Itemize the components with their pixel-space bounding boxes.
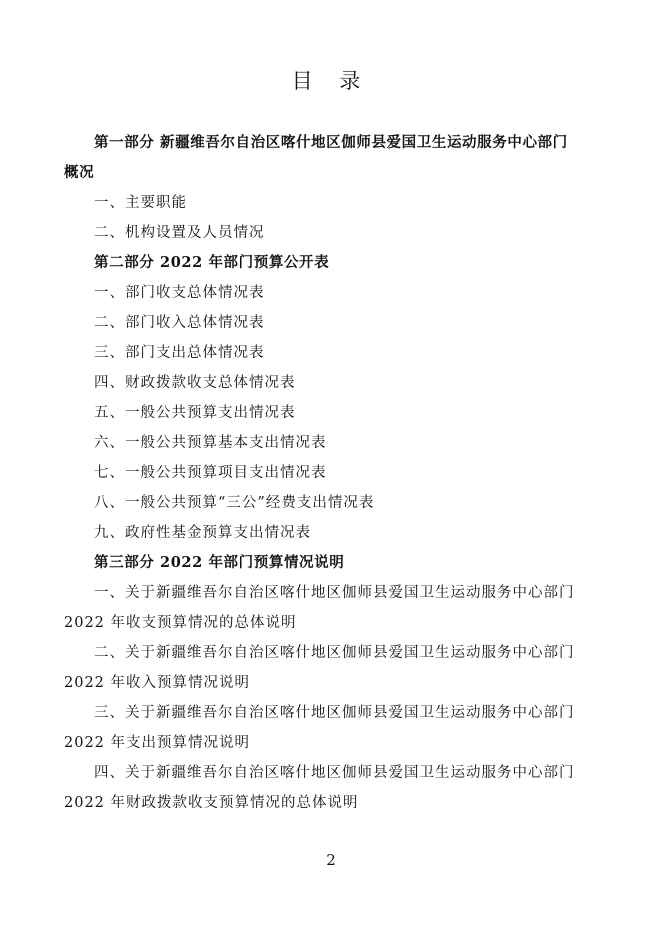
toc-item[interactable]: 三、关于新疆维吾尔自治区喀什地区伽师县爱国卫生运动服务中心部门 bbox=[94, 705, 575, 721]
toc-item[interactable]: 一、关于新疆维吾尔自治区喀什地区伽师县爱国卫生运动服务中心部门 bbox=[94, 585, 575, 601]
toc-item[interactable]: 二、关于新疆维吾尔自治区喀什地区伽师县爱国卫生运动服务中心部门 bbox=[94, 645, 575, 661]
page-title: 目 录 bbox=[291, 69, 371, 93]
table-of-contents bbox=[64, 128, 598, 818]
toc-item-continued[interactable]: 2022 年收入预算情况说明 bbox=[64, 675, 251, 691]
toc-item[interactable]: 一、主要职能 bbox=[94, 195, 187, 211]
toc-item[interactable]: 二、部门收入总体情况表 bbox=[94, 315, 265, 331]
toc-item[interactable]: 四、财政拨款收支总体情况表 bbox=[94, 375, 296, 391]
toc-item[interactable]: 七、一般公共预算项目支出情况表 bbox=[94, 465, 327, 481]
toc-item[interactable]: 一、部门收支总体情况表 bbox=[94, 285, 265, 301]
toc-part-1-heading-continued[interactable]: 概况 bbox=[64, 164, 95, 181]
toc-item-continued[interactable]: 2022 年收支预算情况的总体说明 bbox=[64, 615, 297, 631]
toc-item[interactable]: 四、关于新疆维吾尔自治区喀什地区伽师县爱国卫生运动服务中心部门 bbox=[94, 765, 575, 781]
toc-item-continued[interactable]: 2022 年财政拨款收支预算情况的总体说明 bbox=[64, 795, 359, 811]
toc-part-2-heading[interactable]: 第二部分 2022 年部门预算公开表 bbox=[94, 254, 330, 271]
toc-part-1-heading[interactable]: 第一部分 新疆维吾尔自治区喀什地区伽师县爱国卫生运动服务中心部门 bbox=[94, 134, 568, 151]
toc-part-3-heading[interactable]: 第三部分 2022 年部门预算情况说明 bbox=[94, 554, 345, 571]
toc-item[interactable]: 二、机构设置及人员情况 bbox=[94, 225, 265, 241]
toc-item[interactable]: 九、政府性基金预算支出情况表 bbox=[94, 525, 311, 541]
toc-item-continued[interactable]: 2022 年支出预算情况说明 bbox=[64, 735, 251, 751]
toc-item[interactable]: 六、一般公共预算基本支出情况表 bbox=[94, 435, 327, 451]
page-number: 2 bbox=[326, 851, 336, 869]
toc-item[interactable]: 三、部门支出总体情况表 bbox=[94, 345, 265, 361]
toc-item[interactable]: 五、一般公共预算支出情况表 bbox=[94, 405, 296, 421]
toc-item[interactable]: 八、一般公共预算“三公”经费支出情况表 bbox=[94, 495, 375, 511]
